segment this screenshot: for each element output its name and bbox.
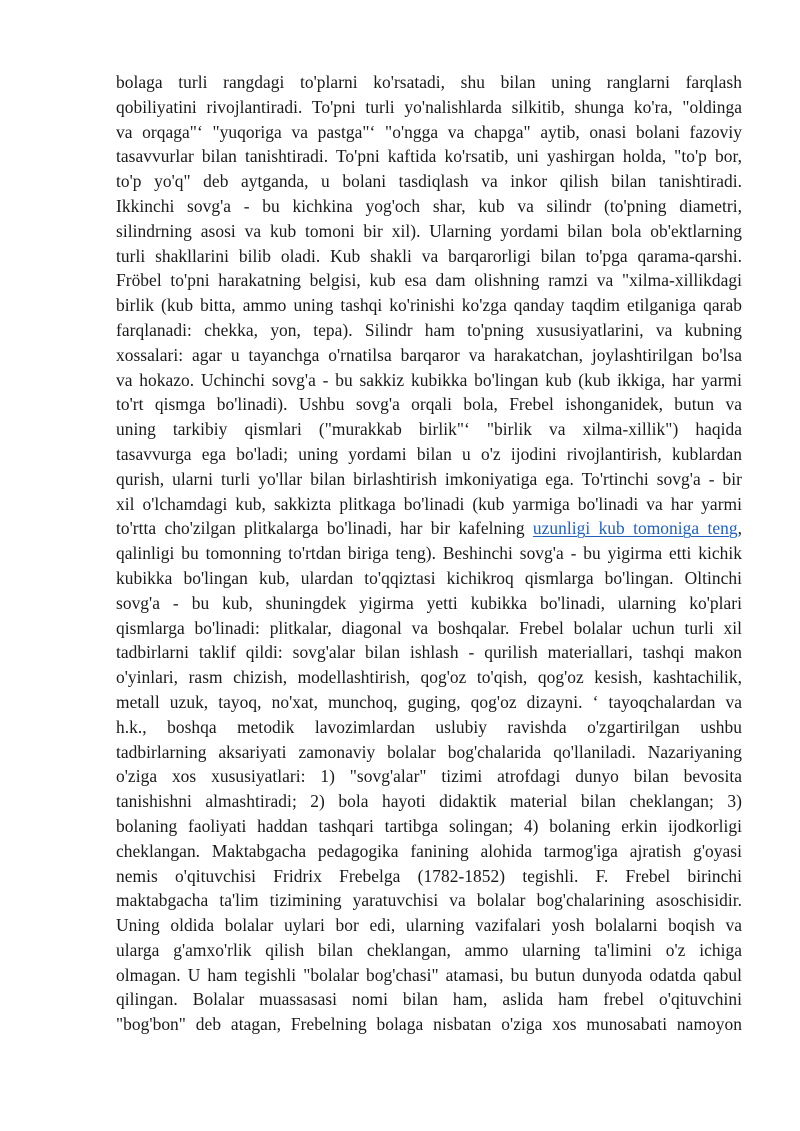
text-line: Uning oldida bolalar uylari bor edi, ularning vazifalari yosh bolalarni boqish va — [116, 915, 742, 936]
text-line: sovg'a - bu kub, shuningdek yigirma yetti kubikka bo'linadi, ularning ko'plari — [116, 592, 742, 613]
text-line: bolaga turli rangdagi to'plarni ko'rsatadi, shu bilan uning ranglarni farqlash — [116, 72, 742, 92]
text-line: uning tarkibiy qismlari ("murakkab birlik"‘ "birlik va xilma-xillik") haqida — [116, 419, 742, 440]
text-line: xossalari: agar u tayanchga o'rnatilsa barqaror va harakatchan, joylashtirilgan bo'lsa — [116, 344, 742, 365]
text-line: qalinligi bu tomonning to'rtdan biriga teng). Beshinchi sovg'a - bu yigirma etti kichik — [116, 543, 742, 564]
inline-link[interactable]: uzunligi kub tomoniga teng — [532, 518, 738, 539]
text-line: turli shakllarini bilib oladi. Kub shakli va barqarorligi bilan to'pga qarama-qarshi. — [116, 245, 742, 266]
text-line: tadbirlarni taklif qildi: sovg'alar bilan ishlash - qurilish materiallari, tashqi makon — [116, 642, 742, 663]
text-line: qobiliyatini rivojlantiradi. To'pni turli yo'nalishlarda silkitib, shunga ko'ra, "oldinga — [116, 96, 742, 117]
text-line: birlik (kub bitta, ammo uning tashqi ko'rinishi ko'zga qanday taqdim etilganiga qarab — [116, 295, 742, 316]
text-line: tasavvurga ega bo'ladi; uning yordami bilan u o'z ijodini rivojlantirish, kublardan — [116, 443, 742, 464]
text-segment: to'rtta cho'zilgan plitkalarga bo'linadi, har bir kafelning — [116, 518, 533, 539]
text-line: cheklangan. Maktabgacha pedagogika fanining alohida tarmog'iga ajratish g'oyasi — [116, 840, 742, 861]
text-line: h.k., boshqa metodik lavozimlardan uslubiy ravishda o'zgartirilgan ushbu — [116, 716, 742, 737]
text-line: metall uzuk, tayoq, no'xat, munchoq, guging, qog'oz dizayni. ‘ tayoqchalardan va — [116, 691, 742, 712]
text-line-with-link — [116, 516, 742, 541]
text-line: tasavvurlar bilan tanishtiradi. To'pni kaftida ko'rsatib, uni yashirgan holda, "to'p bor, — [116, 146, 742, 167]
text-line: to'rt qismga bo'linadi). Ushbu sovg'a orqali bola, Frebel ishonganidek, butun va — [116, 394, 742, 415]
text-line: tadbirlarning aksariyati zamonaviy bolalar bog'chalarida qo'llaniladi. Nazariyaning — [116, 741, 742, 762]
text-line: o'yinlari, rasm chizish, modellashtirish, qog'oz to'qish, qog'oz kesish, kashtachilik, — [116, 667, 742, 688]
text-line: bolaning faoliyati haddan tashqari tartibga solingan; 4) bolaning erkin ijodkorligi — [116, 815, 742, 836]
text-line: silindrning asosi va kub tomoni bir xil). Ularning yordami bilan bola ob'ektlarning — [116, 220, 742, 241]
text-line: qilingan. Bolalar muassasasi nomi bilan ham, aslida ham frebel o'qituvchini — [116, 989, 742, 1010]
text-line: Ikkinchi sovg'a - bu kichkina yog'och shar, kub va silindr (to'pning diametri, — [116, 195, 742, 216]
text-line: tanishishni almashtiradi; 2) bola hayoti didaktik material bilan cheklangan; 3) — [116, 791, 742, 812]
text-line: Fröbel to'pni harakatning belgisi, kub esa dam olishning ramzi va "xilma-xillikdagi — [116, 270, 742, 291]
text-line: maktabgacha ta'lim tizimining yaratuvchisi va bolalar bog'chalarining asoschisidir. — [116, 890, 742, 911]
text-line: farqlanadi: chekka, yon, tepa). Silindr ham to'pning xususiyatlarini, va kubning — [116, 319, 742, 340]
text-line: ularga g'amxo'rlik qilish bilan cheklangan, ammo ularning ta'limini o'z ichiga — [116, 939, 742, 960]
text-line: kubikka bo'lingan kub, ulardan to'qqiztasi kichikroq qismlarga bo'lingan. Oltinchi — [116, 567, 742, 588]
text-line: va hokazo. Uchinchi sovg'a - bu sakkiz kubikka bo'lingan kub (kub ikkiga, har yarmi — [116, 369, 742, 390]
text-line: qurish, ularni turli yo'llar bilan birlashtirish imkoniyatiga ega. To'rtinchi sovg'a - bir — [116, 468, 742, 489]
text-line: "bog'bon" deb atagan, Frebelning bolaga nisbatan o'ziga xos munosabati namoyon — [116, 1014, 742, 1035]
text-line: va orqaga"‘ "yuqoriga va pastga"‘ "o'ngga va chapga" aytib, onasi bolani fazoviy — [116, 121, 742, 142]
text-line: xil o'lchamdagi kub, sakkizta plitkaga bo'linadi (kub yarmiga bo'linadi va har yarmi — [116, 493, 742, 514]
text-line: olmagan. U ham tegishli "bolalar bog'chasi" atamasi, bu butun dunyoda odatda qabul — [116, 964, 742, 985]
text-line: nemis o'qituvchisi Fridrix Frebelga (1782-1852) tegishli. F. Frebel birinchi — [116, 865, 742, 886]
text-line: qismlarga bo'linadi: plitkalar, diagonal va boshqalar. Frebel bolalar uchun turli xil — [116, 617, 742, 638]
link-suffix: , — [737, 518, 742, 539]
body-text — [116, 70, 742, 1037]
text-line: o'ziga xos xususiyatlari: 1) "sovg'alar" tizimi atrofdagi dunyo bilan bevosita — [116, 766, 742, 787]
text-line: to'p yo'q" deb aytganda, u bolani tasdiqlash va inkor qilish bilan tanishtiradi. — [116, 171, 742, 192]
